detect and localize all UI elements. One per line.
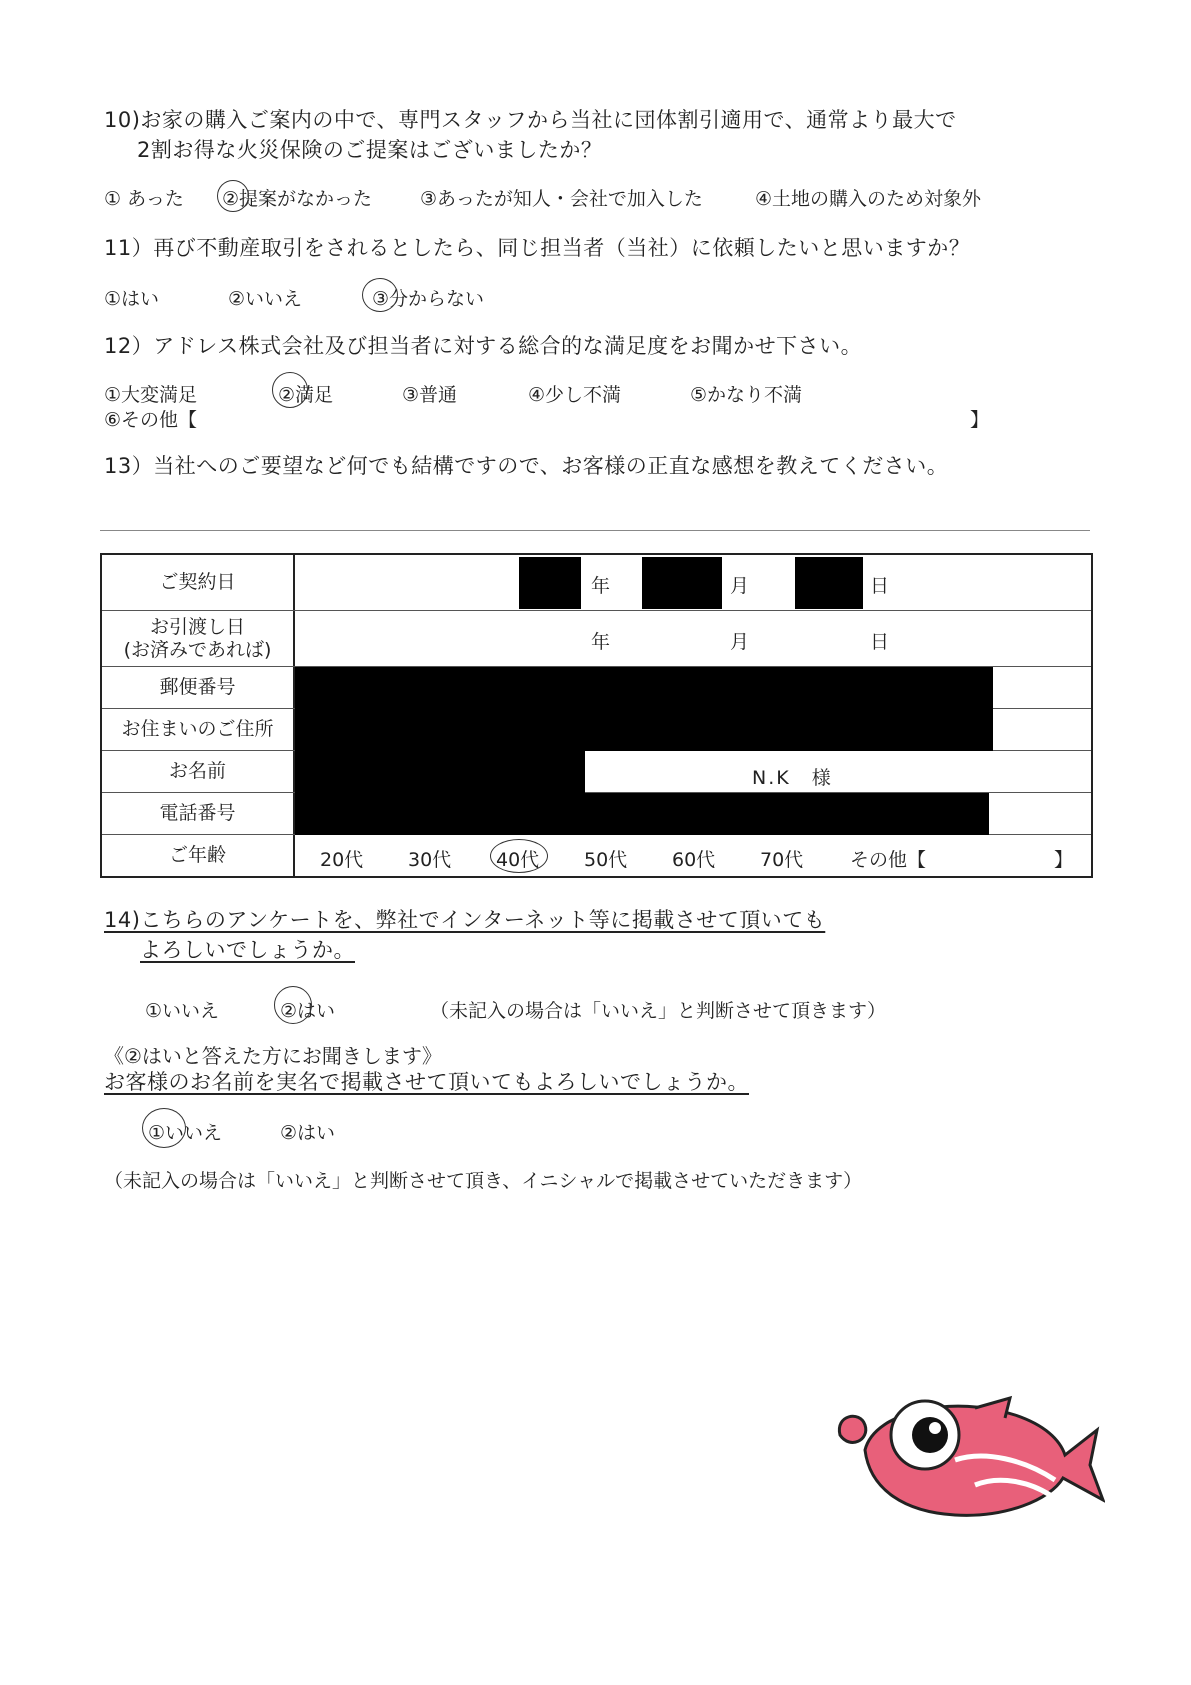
q12-question: 12）アドレス株式会社及び担当者に対する総合的な満足度をお聞かせ下さい。 [104, 334, 863, 358]
answer-line [100, 530, 1090, 531]
age-label: ご年齢 [102, 835, 295, 876]
redaction-block [295, 709, 993, 751]
age-option-40s[interactable]: 40代 [496, 849, 540, 871]
q10-option-2[interactable]: ②提案がなかった [222, 188, 373, 210]
q12-option-other[interactable]: ⑥その他【 [104, 409, 198, 431]
age-option-other-close: 】 [1054, 849, 1074, 871]
age-selection-circle [490, 839, 548, 873]
handover-date-label: お引渡し日 (お済みであれば) [102, 611, 295, 666]
contract-month-label: 月 [730, 575, 750, 597]
row-postal-code [102, 667, 1091, 709]
q12-option-5[interactable]: ⑤かなり不満 [690, 384, 803, 406]
q11-question: 11）再び不動産取引をされるとしたら、同じ担当者（当社）に依頼したいと思いますか？ [104, 236, 971, 260]
contract-day-label: 日 [870, 575, 890, 597]
row-contract-date [102, 555, 1091, 611]
q14-option-2[interactable]: ②はい [280, 1000, 336, 1022]
q13-question: 13）当社へのご要望など何でも結構ですので、お客様の正直な感想を教えてください。 [104, 454, 949, 478]
q14-line1: 14)こちらのアンケートを、弊社でインターネット等に掲載させて頂いても [104, 908, 826, 932]
q14b-intro: 《②はいと答えた方にお聞きします》 [104, 1044, 442, 1068]
redaction-block [295, 751, 585, 793]
handover-month-label: 月 [730, 631, 750, 653]
age-option-30s[interactable]: 30代 [408, 849, 452, 871]
age-option-60s[interactable]: 60代 [672, 849, 716, 871]
q11-option-3[interactable]: ③分からない [372, 288, 485, 310]
phone-label: 電話番号 [102, 793, 295, 834]
q14b-option-1[interactable]: ①いいえ [148, 1122, 223, 1144]
name-label: お名前 [102, 751, 295, 792]
redaction-block [519, 557, 581, 609]
age-option-other[interactable]: その他【 [850, 849, 927, 871]
handover-day-label: 日 [870, 631, 890, 653]
q14b-question: お客様のお名前を実名で掲載させて頂いてもよろしいでしょうか。 [104, 1070, 749, 1094]
name-value: N.K 様 [752, 767, 833, 789]
q14-selection-circle [274, 986, 312, 1024]
q11-selection-circle [362, 278, 398, 312]
q12-option-other-close: 】 [970, 409, 990, 431]
row-name [102, 751, 1091, 793]
redaction-block [295, 667, 993, 709]
q10-line1: 10)お家の購入ご案内の中で、専門スタッフから当社に団体割引適用で、通常より最大で [104, 108, 957, 132]
q12-option-4[interactable]: ④少し不満 [528, 384, 622, 406]
q12-option-2[interactable]: ②満足 [278, 384, 334, 406]
q11-option-1[interactable]: ①はい [104, 288, 160, 310]
q12-option-3[interactable]: ③普通 [402, 384, 458, 406]
row-handover-date [102, 611, 1091, 667]
q10-line2: 2割お得な火災保険のご提案はございましたか？ [137, 138, 603, 162]
age-option-20s[interactable]: 20代 [320, 849, 364, 871]
q11-option-2[interactable]: ②いいえ [228, 288, 303, 310]
redaction-block [642, 557, 722, 609]
contract-date-label: ご契約日 [102, 555, 295, 610]
row-age [102, 835, 1091, 876]
q14b-note: （未記入の場合は「いいえ」と判断させて頂き、イニシャルで掲載させていただきます） [104, 1170, 863, 1192]
q10-option-4[interactable]: ④土地の購入のため対象外 [755, 188, 982, 210]
age-option-70s[interactable]: 70代 [760, 849, 804, 871]
fish-mascot-icon [835, 1390, 1105, 1520]
q10-option-1[interactable]: ① あった [104, 188, 184, 210]
age-option-50s[interactable]: 50代 [584, 849, 628, 871]
q10-selection-circle [217, 180, 249, 212]
row-address [102, 709, 1091, 751]
q14b-option-2[interactable]: ②はい [280, 1122, 336, 1144]
redaction-block [295, 793, 989, 835]
customer-info-table [100, 553, 1093, 878]
row-phone [102, 793, 1091, 835]
q12-selection-circle [272, 372, 308, 408]
postal-code-label: 郵便番号 [102, 667, 295, 708]
q14-line2: よろしいでしょうか。 [140, 938, 355, 962]
redaction-block [795, 557, 863, 609]
q14-option-1[interactable]: ①いいえ [145, 1000, 220, 1022]
address-label: お住まいのご住所 [102, 709, 295, 750]
q12-option-1[interactable]: ①大変満足 [104, 384, 198, 406]
q14b-selection-circle [142, 1108, 186, 1148]
handover-year-label: 年 [591, 631, 611, 653]
q10-option-3[interactable]: ③あったが知人・会社で加入した [420, 188, 703, 210]
q14-note: （未記入の場合は「いいえ」と判断させて頂きます） [430, 1000, 887, 1022]
contract-year-label: 年 [591, 575, 611, 597]
